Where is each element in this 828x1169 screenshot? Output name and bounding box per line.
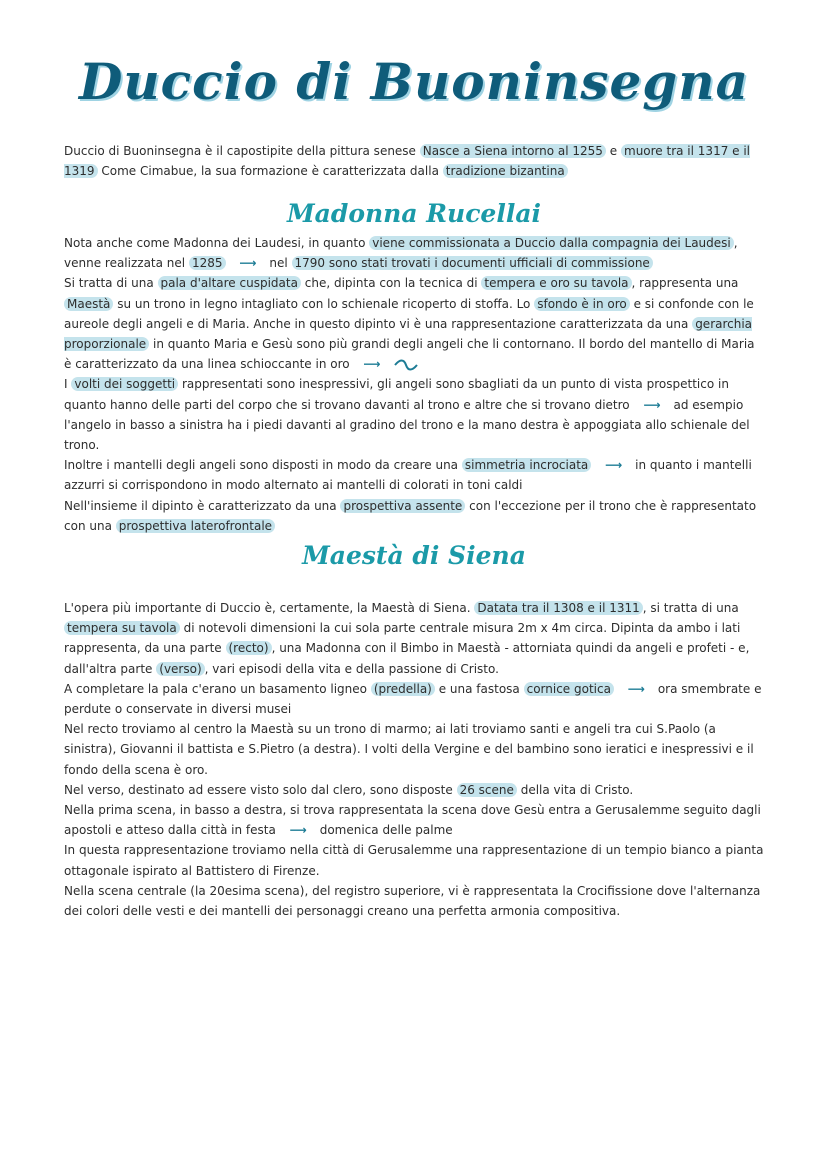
highlight: volti dei soggetti — [71, 377, 178, 391]
highlight: Nasce a Siena intorno al 1255 — [420, 144, 606, 158]
arrow-icon: ⟶ — [363, 357, 380, 372]
section-body-rucellai — [64, 233, 764, 536]
section-heading-maesta: Maestà di Siena — [302, 541, 526, 570]
highlight: (predella) — [371, 682, 435, 696]
wave-icon — [394, 359, 418, 371]
paragraph: Inoltre i mantelli degli angeli sono disposti in modo da creare una simmetria incrociata ⟶ in quanto i mantelli azzurri si corrispondono in modo alternato ai mantelli di colorati in toni caldi — [64, 455, 764, 495]
arrow-icon: ⟶ — [627, 681, 644, 696]
highlight: Maestà — [64, 297, 113, 311]
arrow-icon: ⟶ — [605, 458, 622, 473]
highlight: (recto) — [226, 641, 272, 655]
highlight: Datata tra il 1308 e il 1311 — [474, 601, 642, 615]
highlight: prospettiva assente — [340, 499, 465, 513]
paragraph: L'opera più importante di Duccio è, certamente, la Maestà di Siena. Datata tra il 1308 e il 1311 , si tratta di una tempera su tavola di notevoli dimensioni la cui sola parte centrale misura 2m x 4m circa. Dipinta da ambo i lati rappresenta, da una parte (recto) , una Madonna con il Bimbo in Maestà - attorniata quindi da angeli e profeti - e, dall'altra parte (verso) , vari episodi della vita e della passione di Cristo. — [64, 601, 750, 676]
highlight: 26 scene — [457, 783, 517, 797]
arrow-icon: ⟶ — [643, 397, 660, 412]
section-heading-rucellai: Madonna Rucellai — [286, 199, 542, 228]
page-title: Duccio di Buoninsegna — [78, 52, 750, 111]
highlight: prospettiva laterofrontale — [116, 519, 275, 533]
paragraph: Nota anche come Madonna dei Laudesi, in quanto viene commissionata a Duccio dalla compagnia dei Laudesi , venne realizzata nel 1285 ⟶ nel 1790 sono stati trovati i documenti ufficiali di commissione — [64, 233, 764, 273]
highlight: pala d'altare cuspidata — [158, 276, 301, 290]
arrow-icon: ⟶ — [289, 823, 306, 838]
highlight: 1790 sono stati trovati i documenti ufficiali di commissione — [292, 256, 653, 270]
paragraph: Nella scena centrale (la 20esima scena), del registro superiore, vi è rappresentata la Crocifissione dove l'alternanza dei colori delle vesti e dei mantelli dei personaggi creano una perfetta armonia compositiva. — [64, 883, 761, 919]
arrow-icon: ⟶ — [239, 256, 256, 271]
paragraph: Nel verso, destinato ad essere visto solo dal clero, sono disposte 26 scene della vita di Cristo. — [64, 782, 634, 797]
highlight: tempera su tavola — [64, 621, 180, 635]
paragraph: Nell'insieme il dipinto è caratterizzato da una prospettiva assente con l'eccezione per il trono che è rappresentato con una prospettiva laterofrontale — [64, 498, 757, 533]
highlight: 1285 — [189, 256, 226, 270]
paragraph: A completare la pala c'erano un basamento ligneo (predella) e una fastosa cornice gotica ⟶ ora smembrate e perdute o conservate in diversi musei — [64, 679, 764, 719]
paragraph: I volti dei soggetti rappresentati sono inespressivi, gli angeli sono sbagliati da un punto di vista prospettico in quanto hanno delle parti del corpo che si trovano davanti al trono e altre che si trovano dietro ⟶ ad esempio l'angelo in basso a sinistra ha i piedi davanti al gradino del trono e la mano destra è appoggiata allo schienale del trono. — [64, 377, 750, 453]
highlight: cornice gotica — [524, 682, 614, 696]
paragraph: In questa rappresentazione troviamo nella città di Gerusalemme una rappresentazione di un tempio bianco a pianta ottagonale ispirato al Battistero di Firenze. — [64, 843, 764, 878]
highlight: simmetria incrociata — [462, 458, 591, 472]
paragraph: Nel recto troviamo al centro la Maestà su un trono di marmo; ai lati troviamo santi e angeli tra cui S.Paolo (a sinistra), Giovanni il battista e S.Pietro (a destra). I volti della Vergine e del bambino sono ieratici e inespressivi e il fondo della scena è oro. — [64, 722, 754, 777]
paragraph: Nella prima scena, in basso a destra, si trova rappresentata la scena dove Gesù entra a Gerusalemme seguito dagli apostoli e atteso dalla città in festa ⟶ domenica delle palme — [64, 800, 764, 840]
highlight: tempera e oro su tavola — [481, 276, 631, 290]
intro-paragraph: Duccio di Buoninsegna è il capostipite della pittura senese Nasce a Siena intorno al 1255 e muore tra il 1317 e il 1319 Come Cimabue, la sua formazione è caratterizzata dalla tradizione bizantina — [64, 144, 751, 179]
highlight: gerarchia proporzionale — [64, 316, 753, 352]
highlight: viene commissionata a Duccio dalla compagnia dei Laudesi — [369, 236, 734, 250]
highlight: tradizione bizantina — [443, 164, 568, 178]
section-body-maesta — [64, 598, 764, 921]
highlight: muore tra il 1317 e il 1319 — [64, 144, 751, 179]
highlight: (verso) — [156, 662, 204, 676]
highlight: sfondo è in oro — [534, 297, 630, 311]
paragraph: Si tratta di una pala d'altare cuspidata che, dipinta con la tecnica di tempera e oro su tavola , rappresenta una Maestà su un trono in legno intagliato con lo schienale ricoperto di stoffa. Lo sfondo è in oro e si confonde con le aureole degli angeli e di Maria. Anche in questo dipinto vi è una rappresentazione caratterizzata da una gerarchia proporzionale in quanto Maria e Gesù sono più grandi degli angeli che li contornano. Il bordo del mantello di Maria è caratterizzato da una linea schioccante in oro ⟶ — [64, 273, 764, 374]
